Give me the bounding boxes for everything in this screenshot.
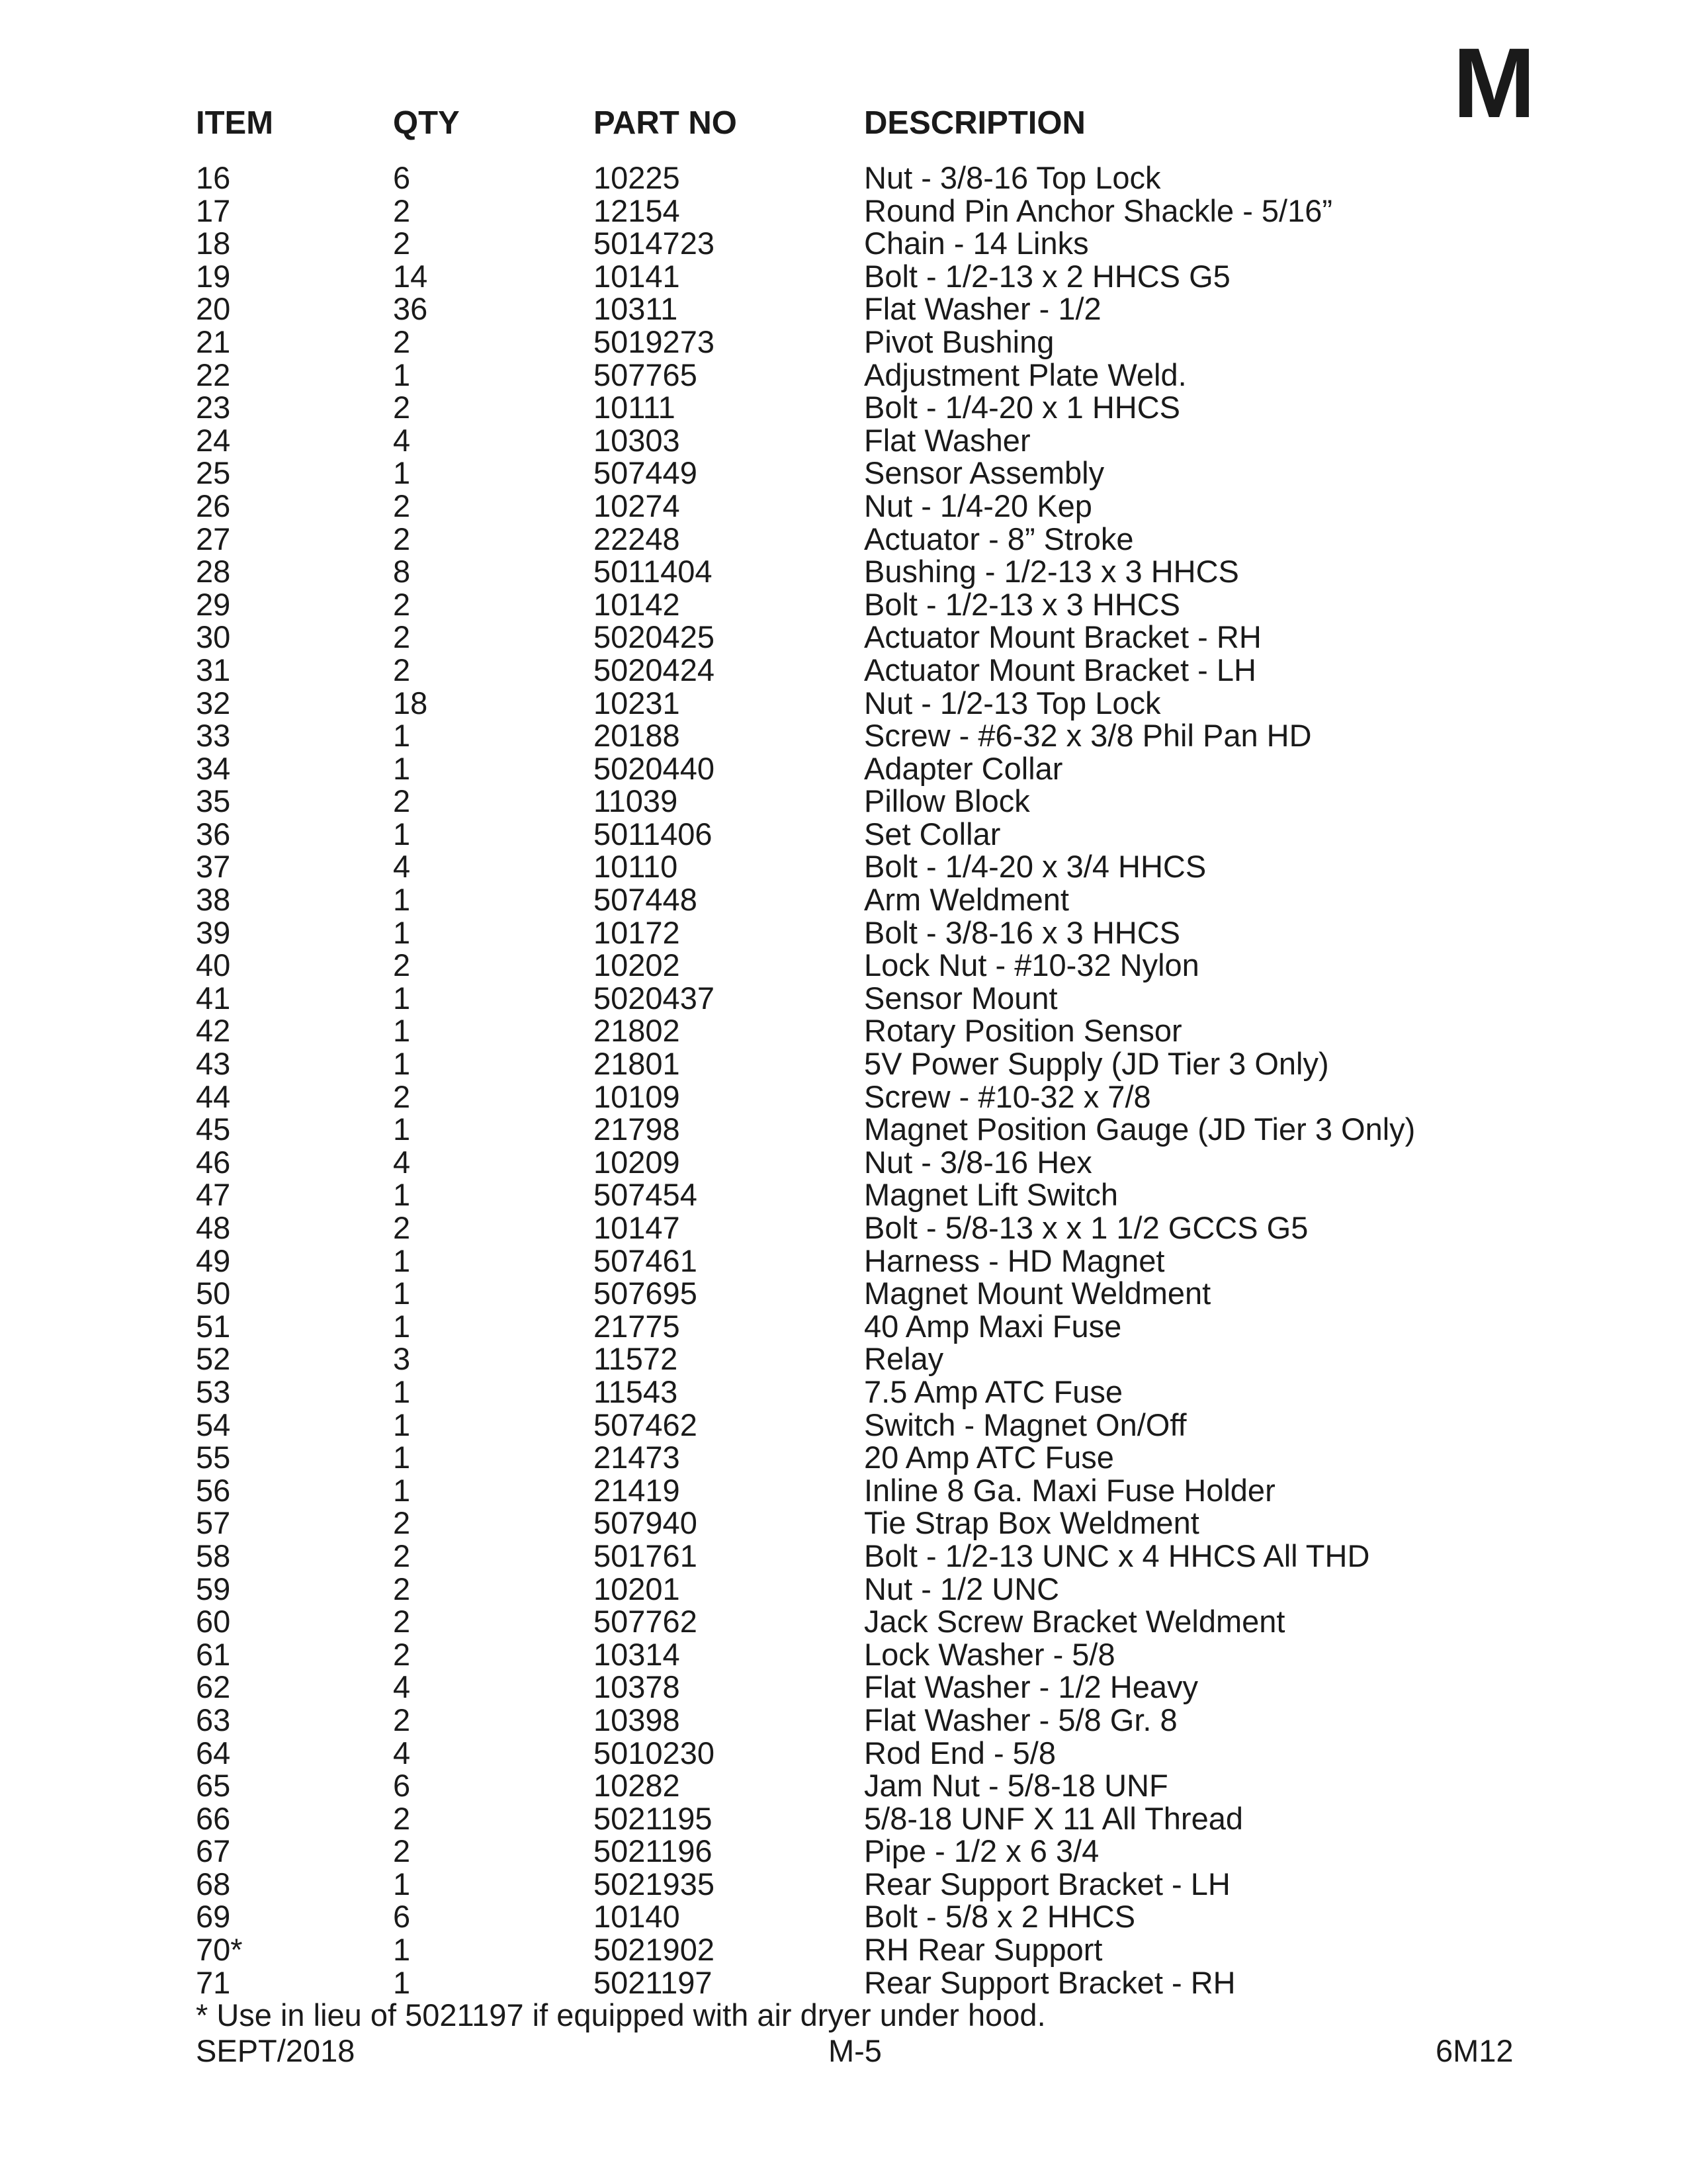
cell-qty: 2	[393, 1078, 411, 1114]
cell-part-no: 11039	[593, 783, 678, 819]
table-row	[0, 1376, 1687, 1409]
cell-qty: 1	[393, 882, 411, 918]
cell-description: Screw - #10-32 x 7/8	[864, 1078, 1151, 1114]
cell-part-no: 5021902	[593, 1932, 714, 1968]
cell-part-no: 10209	[593, 1144, 680, 1180]
cell-description: Lock Washer - 5/8	[864, 1636, 1115, 1672]
cell-item: 56	[196, 1472, 231, 1508]
table-row	[0, 292, 1687, 326]
cell-part-no: 5021935	[593, 1866, 714, 1901]
cell-part-no: 507462	[593, 1407, 697, 1442]
cell-description: Bushing - 1/2-13 x 3 HHCS	[864, 554, 1239, 590]
table-header	[0, 99, 1687, 146]
cell-item: 44	[196, 1078, 231, 1114]
cell-part-no: 507461	[593, 1243, 697, 1278]
cell-qty: 1	[393, 914, 411, 950]
cell-qty: 2	[393, 619, 411, 655]
table-row	[0, 1310, 1687, 1343]
cell-description: Rod End - 5/8	[864, 1735, 1057, 1770]
table-row	[0, 1737, 1687, 1770]
cell-item: 39	[196, 914, 231, 950]
cell-part-no: 5021195	[593, 1800, 713, 1836]
cell-part-no: 11543	[593, 1374, 678, 1409]
cell-item: 71	[196, 1964, 231, 2000]
cell-part-no: 10202	[593, 947, 680, 983]
cell-description: Arm Weldment	[864, 882, 1069, 918]
cell-qty: 4	[393, 422, 411, 458]
table-row	[0, 555, 1687, 588]
cell-part-no: 507765	[593, 357, 697, 392]
cell-description: Magnet Lift Switch	[864, 1177, 1119, 1213]
cell-qty: 1	[393, 718, 411, 754]
cell-qty: 2	[393, 1210, 411, 1245]
table-row	[0, 1245, 1687, 1278]
cell-description: Adapter Collar	[864, 750, 1063, 786]
table-row	[0, 982, 1687, 1015]
cell-qty: 1	[393, 750, 411, 786]
table-row	[0, 1211, 1687, 1245]
cell-item: 17	[196, 193, 231, 228]
cell-description: Pipe - 1/2 x 6 3/4	[864, 1833, 1100, 1869]
cell-description: Sensor Mount	[864, 980, 1058, 1016]
cell-item: 22	[196, 357, 231, 392]
cell-part-no: 11572	[593, 1341, 678, 1377]
cell-qty: 1	[393, 1013, 411, 1049]
table-row	[0, 227, 1687, 260]
cell-qty: 4	[393, 1735, 411, 1770]
cell-part-no: 507940	[593, 1505, 697, 1541]
table-row	[0, 818, 1687, 851]
cell-part-no: 21775	[593, 1308, 680, 1344]
cell-part-no: 5020437	[593, 980, 714, 1016]
cell-qty: 1	[393, 1407, 411, 1442]
cell-part-no: 5020424	[593, 652, 714, 687]
cell-part-no: 5010230	[593, 1735, 714, 1770]
cell-item: 31	[196, 652, 231, 687]
cell-part-no: 507449	[593, 455, 697, 491]
cell-item: 29	[196, 586, 231, 622]
table-row	[0, 260, 1687, 293]
cell-part-no: 10311	[593, 291, 678, 327]
cell-description: RH Rear Support	[864, 1932, 1103, 1968]
cell-description: Nut - 1/2 UNC	[864, 1571, 1060, 1606]
cell-qty: 1	[393, 816, 411, 852]
cell-qty: 2	[393, 1604, 411, 1639]
cell-part-no: 10147	[593, 1210, 680, 1245]
cell-item: 43	[196, 1046, 231, 1082]
cell-item: 36	[196, 816, 231, 852]
cell-qty: 2	[393, 783, 411, 819]
cell-description: Inline 8 Ga. Maxi Fuse Holder	[864, 1472, 1276, 1508]
cell-part-no: 10201	[593, 1571, 680, 1606]
cell-description: Flat Washer - 1/2 Heavy	[864, 1669, 1198, 1705]
cell-item: 16	[196, 160, 231, 195]
cell-qty: 2	[393, 947, 411, 983]
cell-qty: 2	[393, 1571, 411, 1606]
table-row	[0, 719, 1687, 752]
cell-description: 20 Amp ATC Fuse	[864, 1440, 1114, 1475]
cell-item: 48	[196, 1210, 231, 1245]
cell-item: 52	[196, 1341, 231, 1377]
cell-qty: 1	[393, 980, 411, 1016]
footer-code: 6M12	[1436, 2033, 1514, 2068]
table-row	[0, 1441, 1687, 1474]
cell-part-no: 10110	[593, 849, 678, 885]
cell-qty: 2	[393, 390, 411, 425]
table-row	[0, 588, 1687, 621]
cell-item: 21	[196, 324, 231, 359]
cell-item: 23	[196, 390, 231, 425]
cell-qty: 1	[393, 1243, 411, 1278]
cell-description: Magnet Position Gauge (JD Tier 3 Only)	[864, 1112, 1416, 1147]
cell-description: Chain - 14 Links	[864, 226, 1089, 261]
cell-part-no: 21801	[593, 1046, 680, 1082]
cell-description: Pivot Bushing	[864, 324, 1055, 359]
cell-qty: 1	[393, 357, 411, 392]
cell-item: 41	[196, 980, 231, 1016]
table-row	[0, 1409, 1687, 1442]
cell-part-no: 10142	[593, 586, 680, 622]
cell-description: Bolt - 5/8-13 x x 1 1/2 GCCS G5	[864, 1210, 1309, 1245]
cell-qty: 1	[393, 1374, 411, 1409]
cell-item: 27	[196, 521, 231, 556]
cell-description: Nut - 3/8-16 Top Lock	[864, 160, 1161, 195]
cell-item: 59	[196, 1571, 231, 1606]
cell-description: Sensor Assembly	[864, 455, 1105, 491]
footer-date: SEPT/2018	[196, 2033, 355, 2068]
table-row	[0, 424, 1687, 457]
cell-description: Actuator - 8” Stroke	[864, 521, 1134, 556]
table-row	[0, 1474, 1687, 1507]
cell-description: Nut - 1/2-13 Top Lock	[864, 685, 1161, 721]
cell-item: 58	[196, 1538, 231, 1573]
cell-item: 33	[196, 718, 231, 754]
table-row	[0, 1868, 1687, 1901]
cell-item: 32	[196, 685, 231, 721]
cell-description: Rotary Position Sensor	[864, 1013, 1182, 1049]
header-description: DESCRIPTION	[864, 105, 1086, 141]
cell-description: Actuator Mount Bracket - LH	[864, 652, 1256, 687]
table-row	[0, 1802, 1687, 1835]
table-row	[0, 1178, 1687, 1211]
cell-part-no: 10398	[593, 1702, 680, 1737]
cell-item: 57	[196, 1505, 231, 1541]
cell-description: Relay	[864, 1341, 944, 1377]
cell-description: 5V Power Supply (JD Tier 3 Only)	[864, 1046, 1329, 1082]
cell-qty: 6	[393, 1768, 411, 1804]
table-row	[0, 850, 1687, 883]
cell-qty: 1	[393, 1046, 411, 1082]
header-qty: QTY	[393, 105, 460, 141]
cell-item: 26	[196, 488, 231, 523]
cell-description: Jam Nut - 5/8-18 UNF	[864, 1768, 1168, 1804]
cell-item: 64	[196, 1735, 231, 1770]
table-row	[0, 1704, 1687, 1737]
cell-item: 30	[196, 619, 231, 655]
cell-part-no: 10172	[593, 914, 680, 950]
cell-part-no: 10303	[593, 422, 680, 458]
cell-part-no: 5020440	[593, 750, 714, 786]
cell-qty: 2	[393, 586, 411, 622]
cell-qty: 2	[393, 1505, 411, 1541]
cell-part-no: 20188	[593, 718, 680, 754]
cell-qty: 2	[393, 521, 411, 556]
cell-part-no: 10111	[593, 390, 675, 425]
cell-description: 7.5 Amp ATC Fuse	[864, 1374, 1123, 1409]
table-row	[0, 883, 1687, 916]
cell-qty: 4	[393, 1144, 411, 1180]
table-row	[0, 654, 1687, 687]
cell-item: 25	[196, 455, 231, 491]
cell-part-no: 507448	[593, 882, 697, 918]
table-row	[0, 391, 1687, 424]
cell-qty: 2	[393, 1636, 411, 1672]
cell-qty: 2	[393, 652, 411, 687]
cell-part-no: 10378	[593, 1669, 680, 1705]
cell-description: Lock Nut - #10-32 Nylon	[864, 947, 1199, 983]
cell-part-no: 10274	[593, 488, 680, 523]
cell-part-no: 5020425	[593, 619, 714, 655]
cell-qty: 2	[393, 193, 411, 228]
cell-item: 67	[196, 1833, 231, 1869]
table-row	[0, 1671, 1687, 1704]
table-row	[0, 1080, 1687, 1114]
cell-qty: 6	[393, 160, 411, 195]
cell-part-no: 12154	[593, 193, 680, 228]
table-row	[0, 1540, 1687, 1573]
cell-qty: 1	[393, 1276, 411, 1311]
cell-item: 37	[196, 849, 231, 885]
cell-qty: 1	[393, 1472, 411, 1508]
table-row	[0, 326, 1687, 359]
cell-description: Bolt - 1/2-13 x 2 HHCS G5	[864, 258, 1231, 294]
cell-item: 40	[196, 947, 231, 983]
cell-description: Screw - #6-32 x 3/8 Phil Pan HD	[864, 718, 1312, 754]
cell-item: 20	[196, 291, 231, 327]
cell-description: Round Pin Anchor Shackle - 5/16”	[864, 193, 1333, 228]
cell-part-no: 10282	[593, 1768, 680, 1804]
cell-description: Set Collar	[864, 816, 1001, 852]
cell-item: 61	[196, 1636, 231, 1672]
table-row	[0, 490, 1687, 523]
header-item: ITEM	[196, 105, 274, 141]
cell-part-no: 5019273	[593, 324, 714, 359]
cell-qty: 1	[393, 1932, 411, 1968]
cell-description: Pillow Block	[864, 783, 1030, 819]
table-row	[0, 785, 1687, 818]
cell-item: 69	[196, 1899, 231, 1935]
cell-description: Nut - 1/4-20 Kep	[864, 488, 1092, 523]
cell-description: Flat Washer - 1/2	[864, 291, 1102, 327]
cell-qty: 2	[393, 1702, 411, 1737]
cell-description: Bolt - 5/8 x 2 HHCS	[864, 1899, 1136, 1935]
cell-qty: 2	[393, 1833, 411, 1869]
table-row	[0, 621, 1687, 654]
cell-description: Bolt - 3/8-16 x 3 HHCS	[864, 914, 1181, 950]
cell-qty: 2	[393, 1800, 411, 1836]
cell-qty: 4	[393, 849, 411, 885]
cell-item: 34	[196, 750, 231, 786]
cell-description: Bolt - 1/4-20 x 3/4 HHCS	[864, 849, 1207, 885]
cell-description: Harness - HD Magnet	[864, 1243, 1165, 1278]
cell-description: Bolt - 1/2-13 UNC x 4 HHCS All THD	[864, 1538, 1370, 1573]
cell-description: Rear Support Bracket - RH	[864, 1964, 1236, 2000]
cell-qty: 1	[393, 455, 411, 491]
table-row	[0, 687, 1687, 720]
cell-description: Nut - 3/8-16 Hex	[864, 1144, 1092, 1180]
table-row	[0, 161, 1687, 195]
table-row	[0, 1277, 1687, 1310]
cell-description: Adjustment Plate Weld.	[864, 357, 1187, 392]
cell-item: 28	[196, 554, 231, 590]
table-row	[0, 1146, 1687, 1179]
table-row	[0, 949, 1687, 982]
cell-item: 49	[196, 1243, 231, 1278]
cell-description: Flat Washer	[864, 422, 1031, 458]
cell-part-no: 501761	[593, 1538, 697, 1573]
table-row	[0, 1966, 1687, 1999]
cell-description: Tie Strap Box Weldment	[864, 1505, 1199, 1541]
cell-item: 63	[196, 1702, 231, 1737]
table-row	[0, 1342, 1687, 1376]
cell-part-no: 507762	[593, 1604, 697, 1639]
cell-description: Actuator Mount Bracket - RH	[864, 619, 1262, 655]
cell-item: 38	[196, 882, 231, 918]
cell-description: Bolt - 1/2-13 x 3 HHCS	[864, 586, 1181, 622]
cell-part-no: 21473	[593, 1440, 680, 1475]
cell-qty: 2	[393, 488, 411, 523]
cell-description: Magnet Mount Weldment	[864, 1276, 1211, 1311]
cell-description: Switch - Magnet On/Off	[864, 1407, 1187, 1442]
cell-part-no: 10225	[593, 160, 680, 195]
cell-part-no: 5014723	[593, 226, 714, 261]
cell-qty: 6	[393, 1899, 411, 1935]
cell-part-no: 10141	[593, 258, 680, 294]
cell-qty: 1	[393, 1866, 411, 1901]
parts-table-body	[0, 161, 1687, 1999]
table-row	[0, 359, 1687, 392]
cell-qty: 14	[393, 258, 428, 294]
cell-item: 18	[196, 226, 231, 261]
table-row	[0, 195, 1687, 228]
cell-item: 35	[196, 783, 231, 819]
cell-item: 60	[196, 1604, 231, 1639]
cell-part-no: 21798	[593, 1112, 680, 1147]
table-row	[0, 1605, 1687, 1638]
table-row	[0, 1933, 1687, 1966]
cell-item: 68	[196, 1866, 231, 1901]
footnote: * Use in lieu of 5021197 if equipped with air dryer under hood.	[196, 1997, 1046, 2032]
cell-part-no: 22248	[593, 521, 680, 556]
cell-item: 62	[196, 1669, 231, 1705]
cell-description: Rear Support Bracket - LH	[864, 1866, 1231, 1901]
section-letter: M	[1453, 27, 1534, 138]
table-row	[0, 1047, 1687, 1080]
cell-item: 50	[196, 1276, 231, 1311]
cell-description: 40 Amp Maxi Fuse	[864, 1308, 1122, 1344]
cell-item: 46	[196, 1144, 231, 1180]
cell-part-no: 10314	[593, 1636, 680, 1672]
cell-part-no: 5021196	[593, 1833, 713, 1869]
cell-part-no: 10231	[593, 685, 680, 721]
cell-part-no: 5011406	[593, 816, 713, 852]
cell-qty: 1	[393, 1964, 411, 2000]
cell-qty: 1	[393, 1177, 411, 1213]
footer-page-number: M-5	[828, 2033, 882, 2068]
table-row	[0, 1900, 1687, 1933]
table-row	[0, 457, 1687, 490]
cell-part-no: 507695	[593, 1276, 697, 1311]
table-row	[0, 1573, 1687, 1606]
cell-item: 51	[196, 1308, 231, 1344]
cell-qty: 8	[393, 554, 411, 590]
cell-qty: 4	[393, 1669, 411, 1705]
table-row	[0, 916, 1687, 949]
cell-qty: 2	[393, 324, 411, 359]
table-row	[0, 1507, 1687, 1540]
cell-description: Jack Screw Bracket Weldment	[864, 1604, 1285, 1639]
cell-qty: 3	[393, 1341, 411, 1377]
cell-item: 45	[196, 1112, 231, 1147]
header-part-no: PART NO	[593, 105, 737, 141]
cell-part-no: 21802	[593, 1013, 680, 1049]
table-row	[0, 1014, 1687, 1047]
cell-description: 5/8-18 UNF X 11 All Thread	[864, 1800, 1243, 1836]
cell-description: Bolt - 1/4-20 x 1 HHCS	[864, 390, 1181, 425]
cell-item: 55	[196, 1440, 231, 1475]
cell-item: 54	[196, 1407, 231, 1442]
cell-qty: 1	[393, 1112, 411, 1147]
table-row	[0, 1638, 1687, 1671]
cell-qty: 36	[393, 291, 428, 327]
table-row	[0, 523, 1687, 556]
cell-qty: 1	[393, 1440, 411, 1475]
cell-qty: 2	[393, 226, 411, 261]
cell-item: 70*	[196, 1932, 243, 1968]
cell-part-no: 507454	[593, 1177, 697, 1213]
cell-item: 19	[196, 258, 231, 294]
cell-qty: 18	[393, 685, 428, 721]
cell-part-no: 21419	[593, 1472, 680, 1508]
cell-part-no: 10140	[593, 1899, 680, 1935]
cell-item: 66	[196, 1800, 231, 1836]
cell-item: 24	[196, 422, 231, 458]
cell-description: Flat Washer - 5/8 Gr. 8	[864, 1702, 1178, 1737]
cell-part-no: 5021197	[593, 1964, 713, 2000]
cell-part-no: 10109	[593, 1078, 680, 1114]
table-row	[0, 1113, 1687, 1146]
table-row	[0, 1769, 1687, 1802]
table-row	[0, 1835, 1687, 1868]
cell-item: 47	[196, 1177, 231, 1213]
cell-qty: 1	[393, 1308, 411, 1344]
cell-item: 53	[196, 1374, 231, 1409]
cell-item: 65	[196, 1768, 231, 1804]
cell-part-no: 5011404	[593, 554, 713, 590]
table-row	[0, 752, 1687, 785]
cell-item: 42	[196, 1013, 231, 1049]
cell-qty: 2	[393, 1538, 411, 1573]
